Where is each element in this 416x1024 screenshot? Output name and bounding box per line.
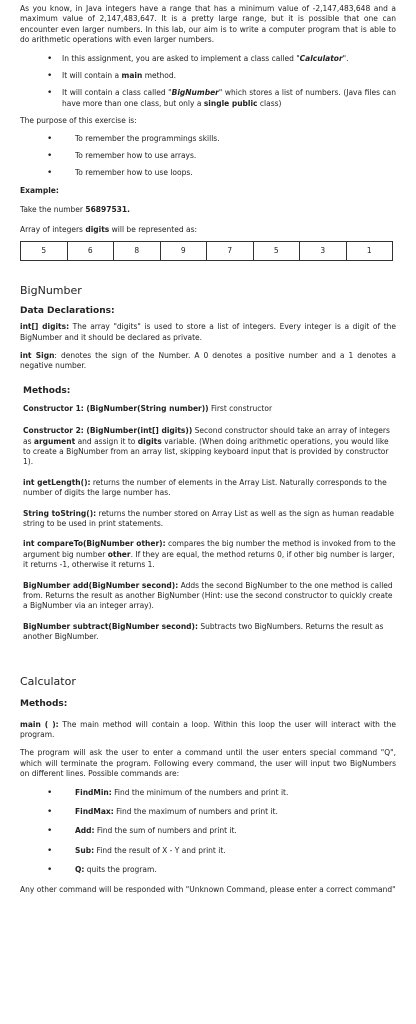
list-item bbox=[20, 71, 396, 81]
subtract-method bbox=[23, 622, 396, 643]
example-label: Example: bbox=[20, 185, 59, 195]
table-cell: 6 bbox=[67, 242, 114, 261]
table-cell: 7 bbox=[207, 242, 254, 261]
bullet-text: In this assignment, you are asked to implement a class called " bbox=[62, 53, 300, 63]
method-description: and assign it to bbox=[75, 436, 138, 446]
add-method bbox=[23, 581, 396, 612]
method-description: Second constructor should take an array of integers as bbox=[23, 426, 390, 446]
table-cell: 9 bbox=[160, 242, 207, 261]
bullet-text: class) bbox=[257, 98, 282, 108]
bullet-text: method. bbox=[142, 71, 177, 81]
program-description: The program will ask the user to enter a command until the user enters special command "Q", which will terminate the program. Following every command, the user will input two BigNumbers on different lines. Possible commands are: bbox=[20, 748, 396, 779]
method-signature: int getLength(): bbox=[23, 477, 91, 487]
bignumber-title: BigNumber bbox=[20, 284, 82, 298]
method-description: . If they are equal, the method returns 0, if other big number is larger, it returns -1, otherwise it returns 1. bbox=[23, 549, 395, 570]
method-description: variable. (When doing arithmetic operations, you would like to create a BigNumber from an array list, skipping keyboard input that is provided by constructor 1). bbox=[23, 436, 389, 467]
purpose-list bbox=[20, 134, 396, 179]
bullet-text: " which stores a list of numbers. (Java files can have more than one class, but only a bbox=[62, 88, 396, 108]
command-name: Sub: bbox=[75, 845, 95, 855]
method-signature: int compareTo(BigNumber other): bbox=[23, 539, 166, 549]
list-item bbox=[20, 865, 396, 875]
method-signature: BigNumber subtract(BigNumber second): bbox=[23, 621, 198, 631]
field-signature: int[] digits: bbox=[20, 322, 70, 332]
command-description: Find the sum of numbers and print it. bbox=[94, 826, 237, 836]
to-string-method bbox=[23, 509, 396, 530]
list-item: • To remember how to use loops. bbox=[20, 168, 396, 178]
main-method bbox=[20, 720, 396, 741]
methods-title: Methods: bbox=[23, 385, 71, 396]
command-name: FindMax: bbox=[75, 807, 114, 817]
calculator-title: Calculator bbox=[20, 674, 76, 688]
get-length-method bbox=[23, 478, 396, 499]
method-description: compares the big number the method is invoked from to the argument big number bbox=[23, 539, 396, 559]
list-item: • To remember how to use arrays. bbox=[20, 151, 396, 161]
constructor-2 bbox=[23, 426, 396, 468]
list-item bbox=[20, 88, 396, 109]
emphasis-text: other bbox=[107, 549, 131, 559]
command-name: Add: bbox=[75, 826, 95, 836]
bullet-text: It will contain a bbox=[62, 71, 122, 81]
table-cell: 5 bbox=[21, 242, 68, 261]
list-item: • To remember the programmings skills. bbox=[20, 134, 396, 144]
constructor-1 bbox=[23, 404, 396, 414]
method-description: The main method will contain a loop. Within this loop the user will interact with the program. bbox=[20, 719, 396, 740]
compare-to-method bbox=[23, 539, 396, 570]
single-public-text: single public bbox=[203, 98, 258, 108]
command-description: Find the result of X - Y and print it. bbox=[94, 845, 226, 855]
table-cell: 5 bbox=[253, 242, 300, 261]
field-description: : denotes the sign of the Number. A 0 denotes a positive number and a 1 denotes a negative number. bbox=[20, 350, 397, 371]
method-signature: BigNumber add(BigNumber second): bbox=[23, 580, 179, 590]
assignment-list bbox=[20, 54, 396, 110]
list-item bbox=[20, 788, 396, 798]
data-declarations-title: Data Declarations: bbox=[20, 306, 115, 317]
list-item bbox=[20, 807, 396, 817]
table-cell: 8 bbox=[114, 242, 161, 261]
example-number: 56897531. bbox=[85, 205, 130, 215]
list-item bbox=[20, 54, 396, 64]
bignumber-methods bbox=[20, 385, 396, 643]
method-description: First constructor bbox=[208, 403, 273, 413]
table-row bbox=[21, 242, 393, 261]
unknown-command-note: Any other command will be responded with "Unknown Command, please enter a correct command" bbox=[20, 884, 396, 894]
intro-paragraph: As you know, in Java integers have a range that has a minimum value of -2,147,483,648 and a maximum value of 2,147,483,647. It is a pretty large range, but it is possible that one can encounter even larger numbers. In this lab, our aim is to write a computer program that is able to do arithmetic operations with even larger numbers. bbox=[20, 4, 396, 45]
array-description bbox=[20, 225, 396, 235]
digits-table bbox=[20, 241, 393, 261]
class-name-bignumber: BigNumber bbox=[171, 88, 219, 98]
command-description: quits the program. bbox=[84, 865, 157, 875]
method-signature: main ( ): bbox=[20, 719, 59, 729]
command-description: Find the maximum of numbers and print it. bbox=[113, 807, 278, 817]
example-text: Take the number bbox=[20, 205, 86, 215]
method-signature: Constructor 1: (BigNumber(String number)) bbox=[23, 403, 209, 413]
field-description: The array "digits" is used to store a list of integers. Every integer is a digit of the BigNumber and it should be declared as private. bbox=[20, 322, 397, 342]
purpose-label: The purpose of this exercise is: bbox=[20, 116, 137, 126]
digits-declaration bbox=[20, 322, 396, 343]
field-signature: int Sign bbox=[20, 350, 55, 360]
example-number-line bbox=[20, 205, 396, 215]
example-text: will be represented as: bbox=[109, 224, 198, 234]
example-text: Array of integers bbox=[20, 224, 86, 234]
command-description: Find the minimum of the numbers and print it. bbox=[111, 787, 289, 797]
digits-word: digits bbox=[85, 224, 110, 234]
command-name: Q: bbox=[75, 865, 85, 875]
method-description: Adds the second BigNumber to the one method is called from. Returns the result as another BigNumber (Hint: use the second constructor to quickly create a BigNumber via an integer array). bbox=[23, 580, 393, 611]
list-item bbox=[20, 846, 396, 856]
class-name-calculator: Calculator bbox=[299, 53, 343, 63]
bullet-text: It will contain a class called " bbox=[62, 88, 172, 98]
sign-declaration bbox=[20, 351, 396, 372]
command-name: FindMin: bbox=[75, 787, 112, 797]
method-description: returns the number stored on Array List as well as the sign as human readable string to be used in print statements. bbox=[23, 508, 395, 528]
method-description: returns the number of elements in the Array List. Naturally corresponds to the number of digits the large number has. bbox=[23, 477, 387, 498]
emphasis-text: digits bbox=[137, 436, 162, 446]
commands-list bbox=[20, 788, 396, 876]
table-cell: 1 bbox=[346, 242, 393, 261]
method-name-main: main bbox=[121, 71, 143, 81]
table-cell: 3 bbox=[300, 242, 347, 261]
method-signature: Constructor 2: (BigNumber(int[] digits)) bbox=[23, 426, 193, 436]
document-body bbox=[20, 4, 396, 895]
emphasis-text: argument bbox=[33, 436, 76, 446]
list-item bbox=[20, 826, 396, 836]
bullet-text: ". bbox=[342, 53, 349, 63]
method-description: Subtracts two BigNumbers. Returns the result as another BigNumber. bbox=[23, 621, 384, 642]
method-signature: String toString(): bbox=[23, 508, 97, 518]
calculator-methods-title: Methods: bbox=[20, 698, 68, 709]
